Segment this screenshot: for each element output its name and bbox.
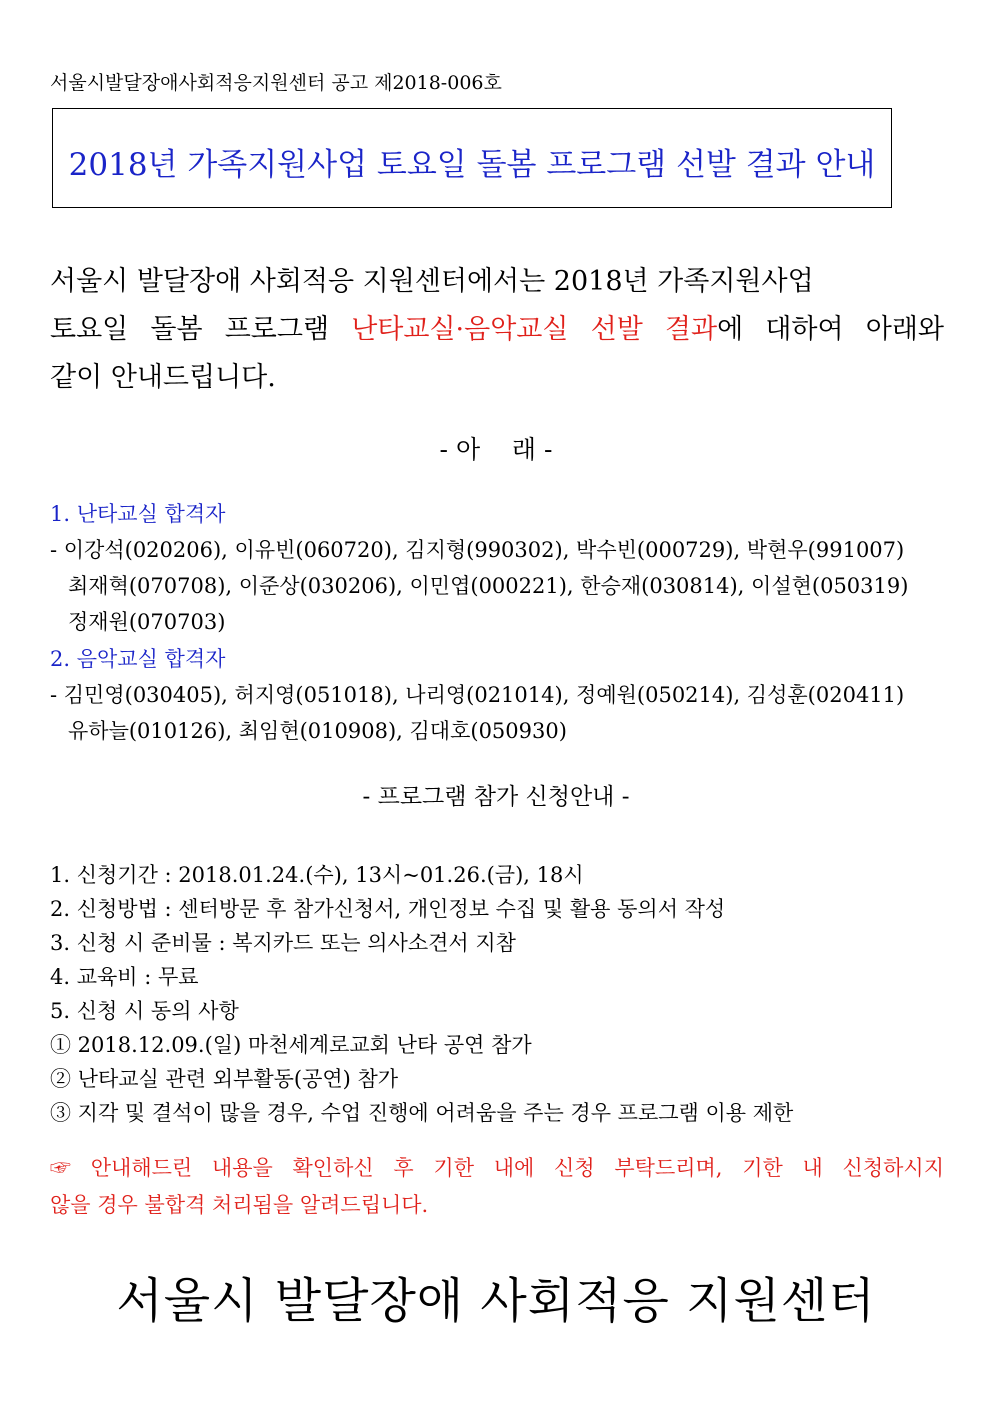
intro-highlight: 난타교실·음악교실 선발 결과 bbox=[351, 314, 718, 345]
notice-number: 서울시발달장애사회적응지원센터 공고 제2018-006호 bbox=[50, 72, 502, 94]
nanta-heading: 1. 난타교실 합격자 bbox=[50, 502, 226, 526]
program-item: 2. 신청방법 : 센터방문 후 참가신청서, 개인정보 수집 및 활용 동의서 작성 bbox=[50, 897, 726, 921]
program-item: ③ 지각 및 결석이 많을 경우, 수업 진행에 어려움을 주는 경우 프로그램 이용 제한 bbox=[50, 1101, 794, 1125]
program-item: 4. 교육비 : 무료 bbox=[50, 965, 199, 989]
intro-paragraph bbox=[50, 258, 944, 402]
nanta-line-2: 최재혁(070708), 이준상(030206), 이민엽(000221), 한승재(030814), 이설현(050319) bbox=[68, 574, 909, 598]
document-title: 2018년 가족지원사업 토요일 돌봄 프로그램 선발 결과 안내 bbox=[68, 147, 876, 183]
closing-line-1: ☞ 안내해드린 내용을 확인하신 후 기한 내에 신청 부탁드리며, 기한 내 신청하시지 bbox=[50, 1156, 944, 1180]
closing-notice bbox=[50, 1150, 944, 1224]
program-item: 1. 신청기간 : 2018.01.24.(수), 13시~01.26.(금), 18시 bbox=[50, 863, 584, 887]
signature: 서울시 발달장애 사회적응 지원센터 bbox=[116, 1273, 876, 1329]
intro-line-2-pre: 토요일 돌봄 프로그램 bbox=[50, 314, 352, 345]
program-item: ① 2018.12.09.(일) 마천세계로교회 난타 공연 참가 bbox=[50, 1033, 532, 1057]
section-heading: - 아 래 - bbox=[439, 435, 553, 464]
closing-line-2: 않을 경우 불합격 처리됨을 알려드립니다. bbox=[50, 1193, 429, 1217]
intro-line-3: 같이 안내드립니다. bbox=[50, 362, 276, 393]
music-line-2: 유하늘(010126), 최임현(010908), 김대호(050930) bbox=[68, 719, 567, 743]
title-box bbox=[52, 108, 892, 208]
music-heading: 2. 음악교실 합격자 bbox=[50, 647, 226, 671]
music-line-1: - 김민영(030405), 허지영(051018), 나리영(021014), 정예원(050214), 김성훈(020411) bbox=[50, 683, 905, 707]
program-item: ② 난타교실 관련 외부활동(공연) 참가 bbox=[50, 1067, 399, 1091]
intro-line-1: 서울시 발달장애 사회적응 지원센터에서는 2018년 가족지원사업 bbox=[50, 266, 814, 297]
nanta-line-1: - 이강석(020206), 이유빈(060720), 김지형(990302), 박수빈(000729), 박현우(991007) bbox=[50, 538, 905, 562]
program-heading: - 프로그램 참가 신청안내 - bbox=[362, 784, 630, 810]
intro-line-2 bbox=[50, 306, 944, 354]
nanta-line-3: 정재원(070703) bbox=[68, 610, 226, 634]
program-item: 3. 신청 시 준비물 : 복지카드 또는 의사소견서 지참 bbox=[50, 931, 516, 955]
intro-line-2-post: 에 대하여 아래와 bbox=[717, 314, 944, 345]
program-item: 5. 신청 시 동의 사항 bbox=[50, 999, 239, 1023]
